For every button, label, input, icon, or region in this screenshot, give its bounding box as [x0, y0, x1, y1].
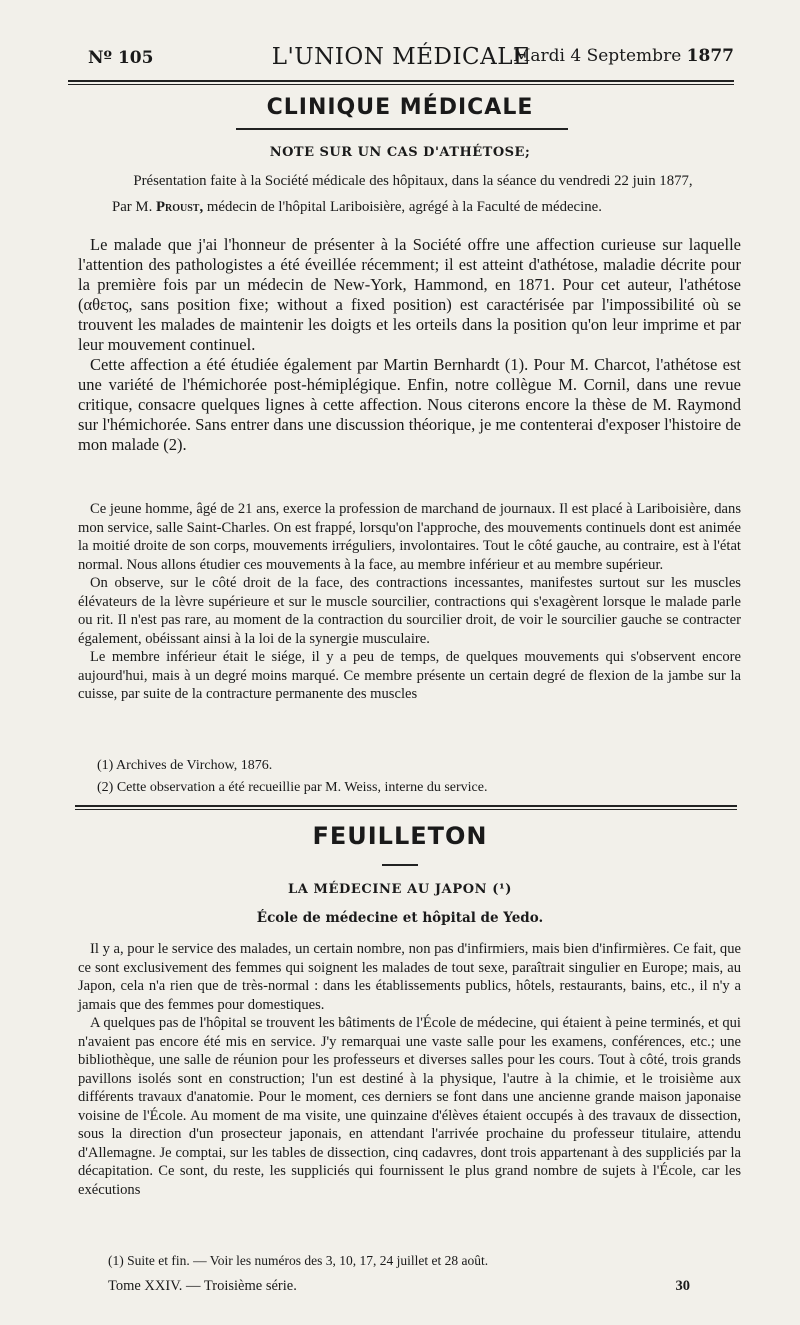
- masthead: [68, 42, 734, 76]
- page-footer: [108, 1278, 738, 1298]
- paragraph: Cette affection a été étudiée également par Martin Bernhardt (1). Pour M. Charcot, l'athétose est une variété de l'hémichorée post-hémiplégique. Enfin, notre collègue M. Cornil, dans une revue critique, consacre quelques lignes à cette affection. Nous citerons encore la thèse de M. Raymond sur l'hémichorée. Sans entrer dans une discussion théorique, je me contenterai d'exposer l'histoire de mon malade (2).: [78, 355, 741, 454]
- feuilleton-footnote: (1) Suite et fin. — Voir les numéros des 3, 10, 17, 24 juillet et 28 août.: [108, 1253, 489, 1268]
- article-subtitle: École de médecine et hôpital de Yedo.: [256, 910, 544, 926]
- clinique-intro-text: [78, 235, 741, 455]
- feuilleton-title-rule: [382, 864, 418, 866]
- issue-date: Mardi 4 Septembre 1877: [512, 46, 734, 66]
- feuilleton-divider: [75, 805, 737, 807]
- clinique-observation-text: [78, 500, 741, 704]
- feuilleton-divider-thin: [75, 809, 737, 810]
- page-number: 30: [675, 1278, 690, 1294]
- note-title: NOTE SUR UN CAS D'ATHÉTOSE;: [269, 145, 531, 160]
- author-name: Proust,: [155, 199, 204, 215]
- clinique-section-title: CLINIQUE MÉDICALE: [266, 95, 534, 120]
- paragraph: A quelques pas de l'hôpital se trouvent les bâtiments de l'École de médecine, qui étaient à peine terminés, et qui n'avaient pas encore été mis en service. J'y remarquai une vaste salle pour les examens, conférences, etc.; une bibliothèque, une salle de réunion pour les professeurs et diverses salles pour les cours. Tout à côté, trois grands pavillons isolés sont en construction; l'un est destiné à la physique, l'autre à la chimie, et le troisième aux différents travaux d'anatomie. Pour le moment, ces derniers se font dans une ancienne grande maison japonaise voisine de l'École. Au moment de ma visite, une quinzaine d'élèves étaient occupés à des travaux de dissection, sous la direction d'un prosecteur japonais, en attendant l'arrivée prochaine du professeur titulaire, attendu d'Allemagne. Je comptai, sur les tables de dissection, cinq cadavres, dont trois appartenant à des suppliciés par la décapitation. Ce sont, du reste, les suppliciés qui fournissent le plus grand nombre de sujets à l'École, car les exécutions: [78, 1015, 741, 1198]
- clinique-footnote-2: (2) Cette observation a été recueillie par M. Weiss, interne du service.: [97, 780, 488, 795]
- issue-number: Nº 105: [88, 48, 154, 68]
- masthead-rule-thin: [68, 84, 734, 85]
- paragraph: Le membre inférieur était le siége, il y a peu de temps, de quelques mouvements qui s'observent encore aujourd'hui, mais à un degré moins marqué. Ce membre présente un certain degré de flexion de la jambe sur la cuisse, par suite de la contracture permanente des muscles: [78, 649, 741, 702]
- clinique-footnote-1: (1) Archives de Virchow, 1876.: [97, 758, 273, 773]
- author-line: Par M. Proust, médecin de l'hôpital Lariboisière, agrégé à la Faculté de médecine.: [112, 199, 602, 215]
- paragraph: Il y a, pour le service des malades, un certain nombre, non pas d'infirmiers, mais bien d'infirmières. Ce fait, que ce sont exclusivement des femmes qui soignent les malades de tout sexe, paraîtrait singulier en Europe; mais, au Japon, cela n'a rien que de très-normal : dans les établissements publics, hôtels, restaurants, bains, etc., il n'y a jamais que des femmes pour domestiques.: [78, 941, 741, 1013]
- journal-title: L'UNION MÉDICALE: [271, 44, 531, 70]
- tome-label: Tome XXIV. — Troisième série.: [108, 1278, 297, 1294]
- paragraph: Ce jeune homme, âgé de 21 ans, exerce la profession de marchand de journaux. Il est placé à Lariboisière, dans mon service, salle Saint-Charles. On est frappé, lorsqu'on l'approche, des mouvements continuels dont est animée la moitié droite de son corps, mouvements irréguliers, involontaires. Tout le côté gauche, au contraire, est à l'état normal. Nous allons étudier ces mouvements à la face, au membre inférieur et au membre supérieur.: [78, 501, 741, 573]
- paragraph: On observe, sur le côté droit de la face, des contractions incessantes, manifestes surtout sur les muscles élévateurs de la lèvre supérieure et sur le muscle sourcilier, contractions qui s'exagèrent lorsque le malade parle ou rit. Il n'est pas rare, au moment de la contraction du sourcilier droit, de voir le sourcilier gauche se contracter également, obéissant ainsi à la loi de la synergie musculaire.: [78, 575, 741, 647]
- feuilleton-section-title: FEUILLETON: [312, 822, 488, 850]
- feuilleton-text: [78, 940, 741, 1199]
- article-title: LA MÉDECINE AU JAPON (¹): [287, 882, 513, 897]
- paragraph: Le malade que j'ai l'honneur de présenter à la Société offre une affection curieuse sur laquelle l'attention des pathologistes a été éveillée récemment; il est atteint d'athétose, maladie décrite pour la première fois par un médecin de New-York, Hammond, en 1871. Pour cet auteur, l'athétose (αθετος, sans position fixe; without a fixed position) est caractérisée par l'impossibilité où se trouvent les malades de maintenir les doigts et les orteils dans la position qu'on leur imprime et par leur mouvement continuel.: [78, 235, 741, 354]
- section-title-rule: [236, 128, 568, 130]
- presentation-line: Présentation faite à la Société médicale des hôpitaux, dans la séance du vendredi 22 juin 1877,: [133, 173, 693, 189]
- masthead-rule: [68, 80, 734, 82]
